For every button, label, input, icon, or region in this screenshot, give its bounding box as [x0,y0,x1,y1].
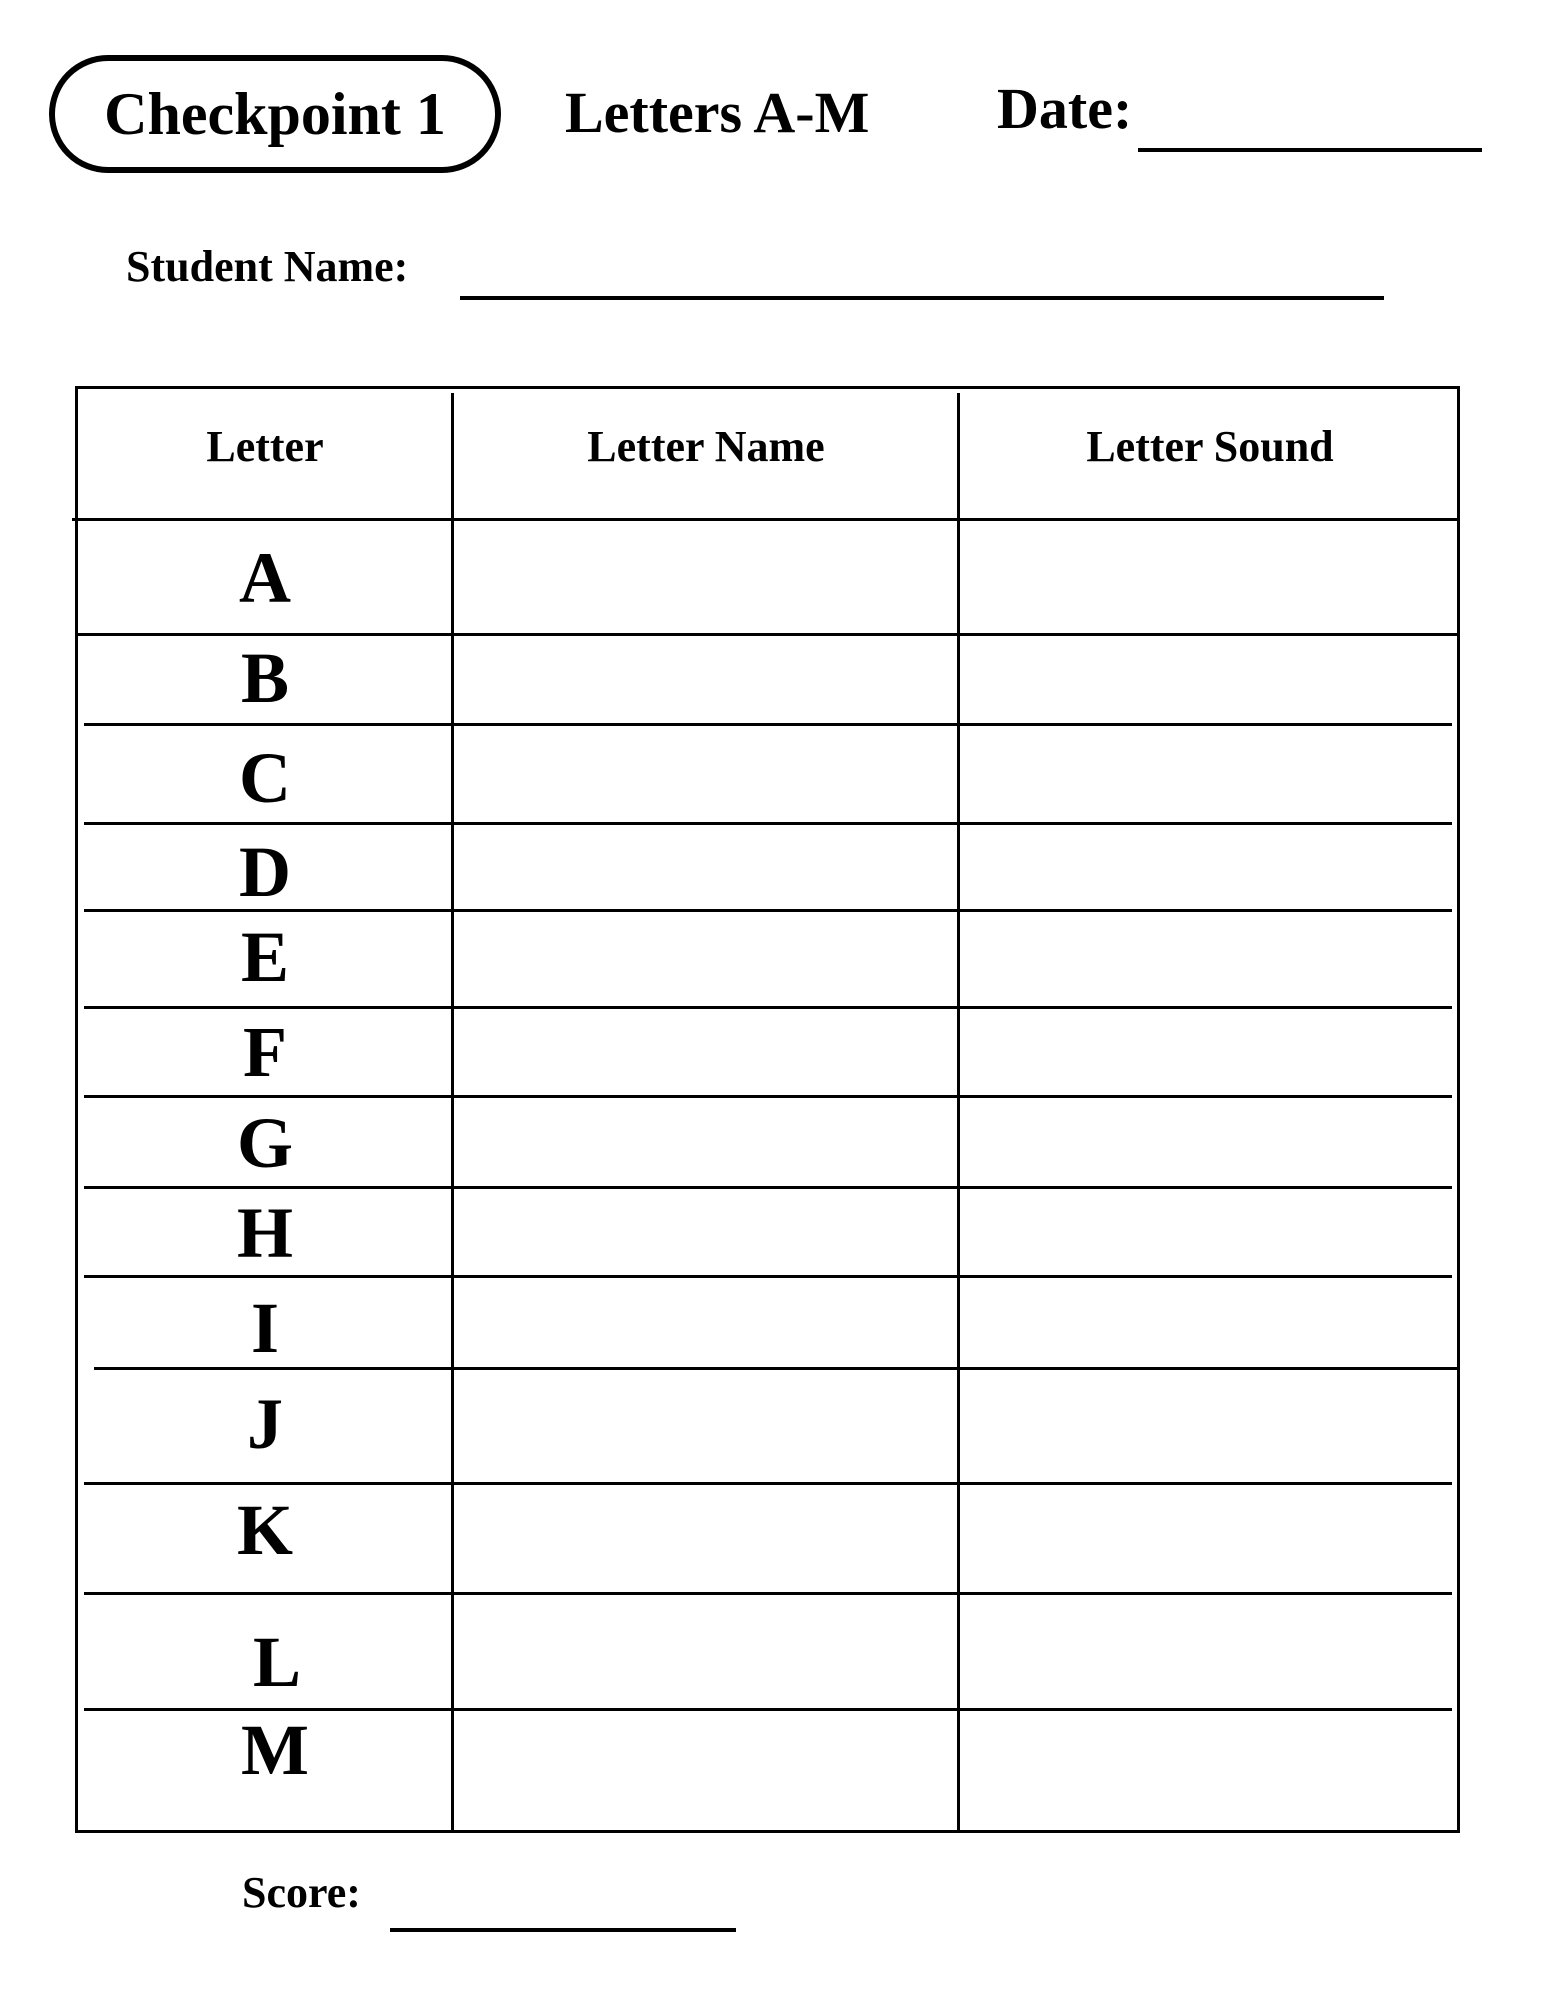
letter-cell-h: H [236,1193,293,1273]
checkpoint-label: Checkpoint 1 [104,80,446,147]
letter-cell-f: F [243,1012,287,1092]
column-divider-2 [957,393,960,1833]
letter-cell-c: C [239,738,291,818]
worksheet-subtitle: Letters A-M [565,80,870,145]
header-letter: Letter [206,422,324,471]
row-separator [84,723,1452,726]
letter-cell-m: M [241,1710,309,1790]
row-separator [84,1592,1452,1595]
row-separator [84,1186,1452,1189]
letter-cell-g: G [236,1103,293,1183]
row-separator [84,1095,1452,1098]
letter-cell-a: A [239,538,291,618]
header-letter-sound: Letter Sound [1086,422,1334,471]
letter-cell-l: L [252,1622,302,1702]
row-separator [84,822,1452,825]
letter-cell-e: E [240,917,290,997]
row-separator [78,633,1460,636]
letter-cell-k: K [236,1490,293,1570]
letter-cell-b: B [240,638,290,718]
letter-cell-i: I [250,1288,280,1368]
row-separator [84,1482,1452,1485]
student-name-blank-line [460,296,1384,300]
row-separator [84,1275,1452,1278]
score-blank-line [390,1928,736,1932]
checkpoint-badge [49,55,501,173]
date-label: Date: [997,76,1133,141]
header-letter-name: Letter Name [587,422,825,471]
student-name-label: Student Name: [126,242,409,291]
letter-cell-d: D [239,832,291,912]
date-blank-line [1138,148,1482,152]
row-separator [84,1006,1452,1009]
score-label: Score: [242,1868,361,1917]
header-separator [72,518,1460,521]
letter-cell-j: J [247,1384,283,1464]
